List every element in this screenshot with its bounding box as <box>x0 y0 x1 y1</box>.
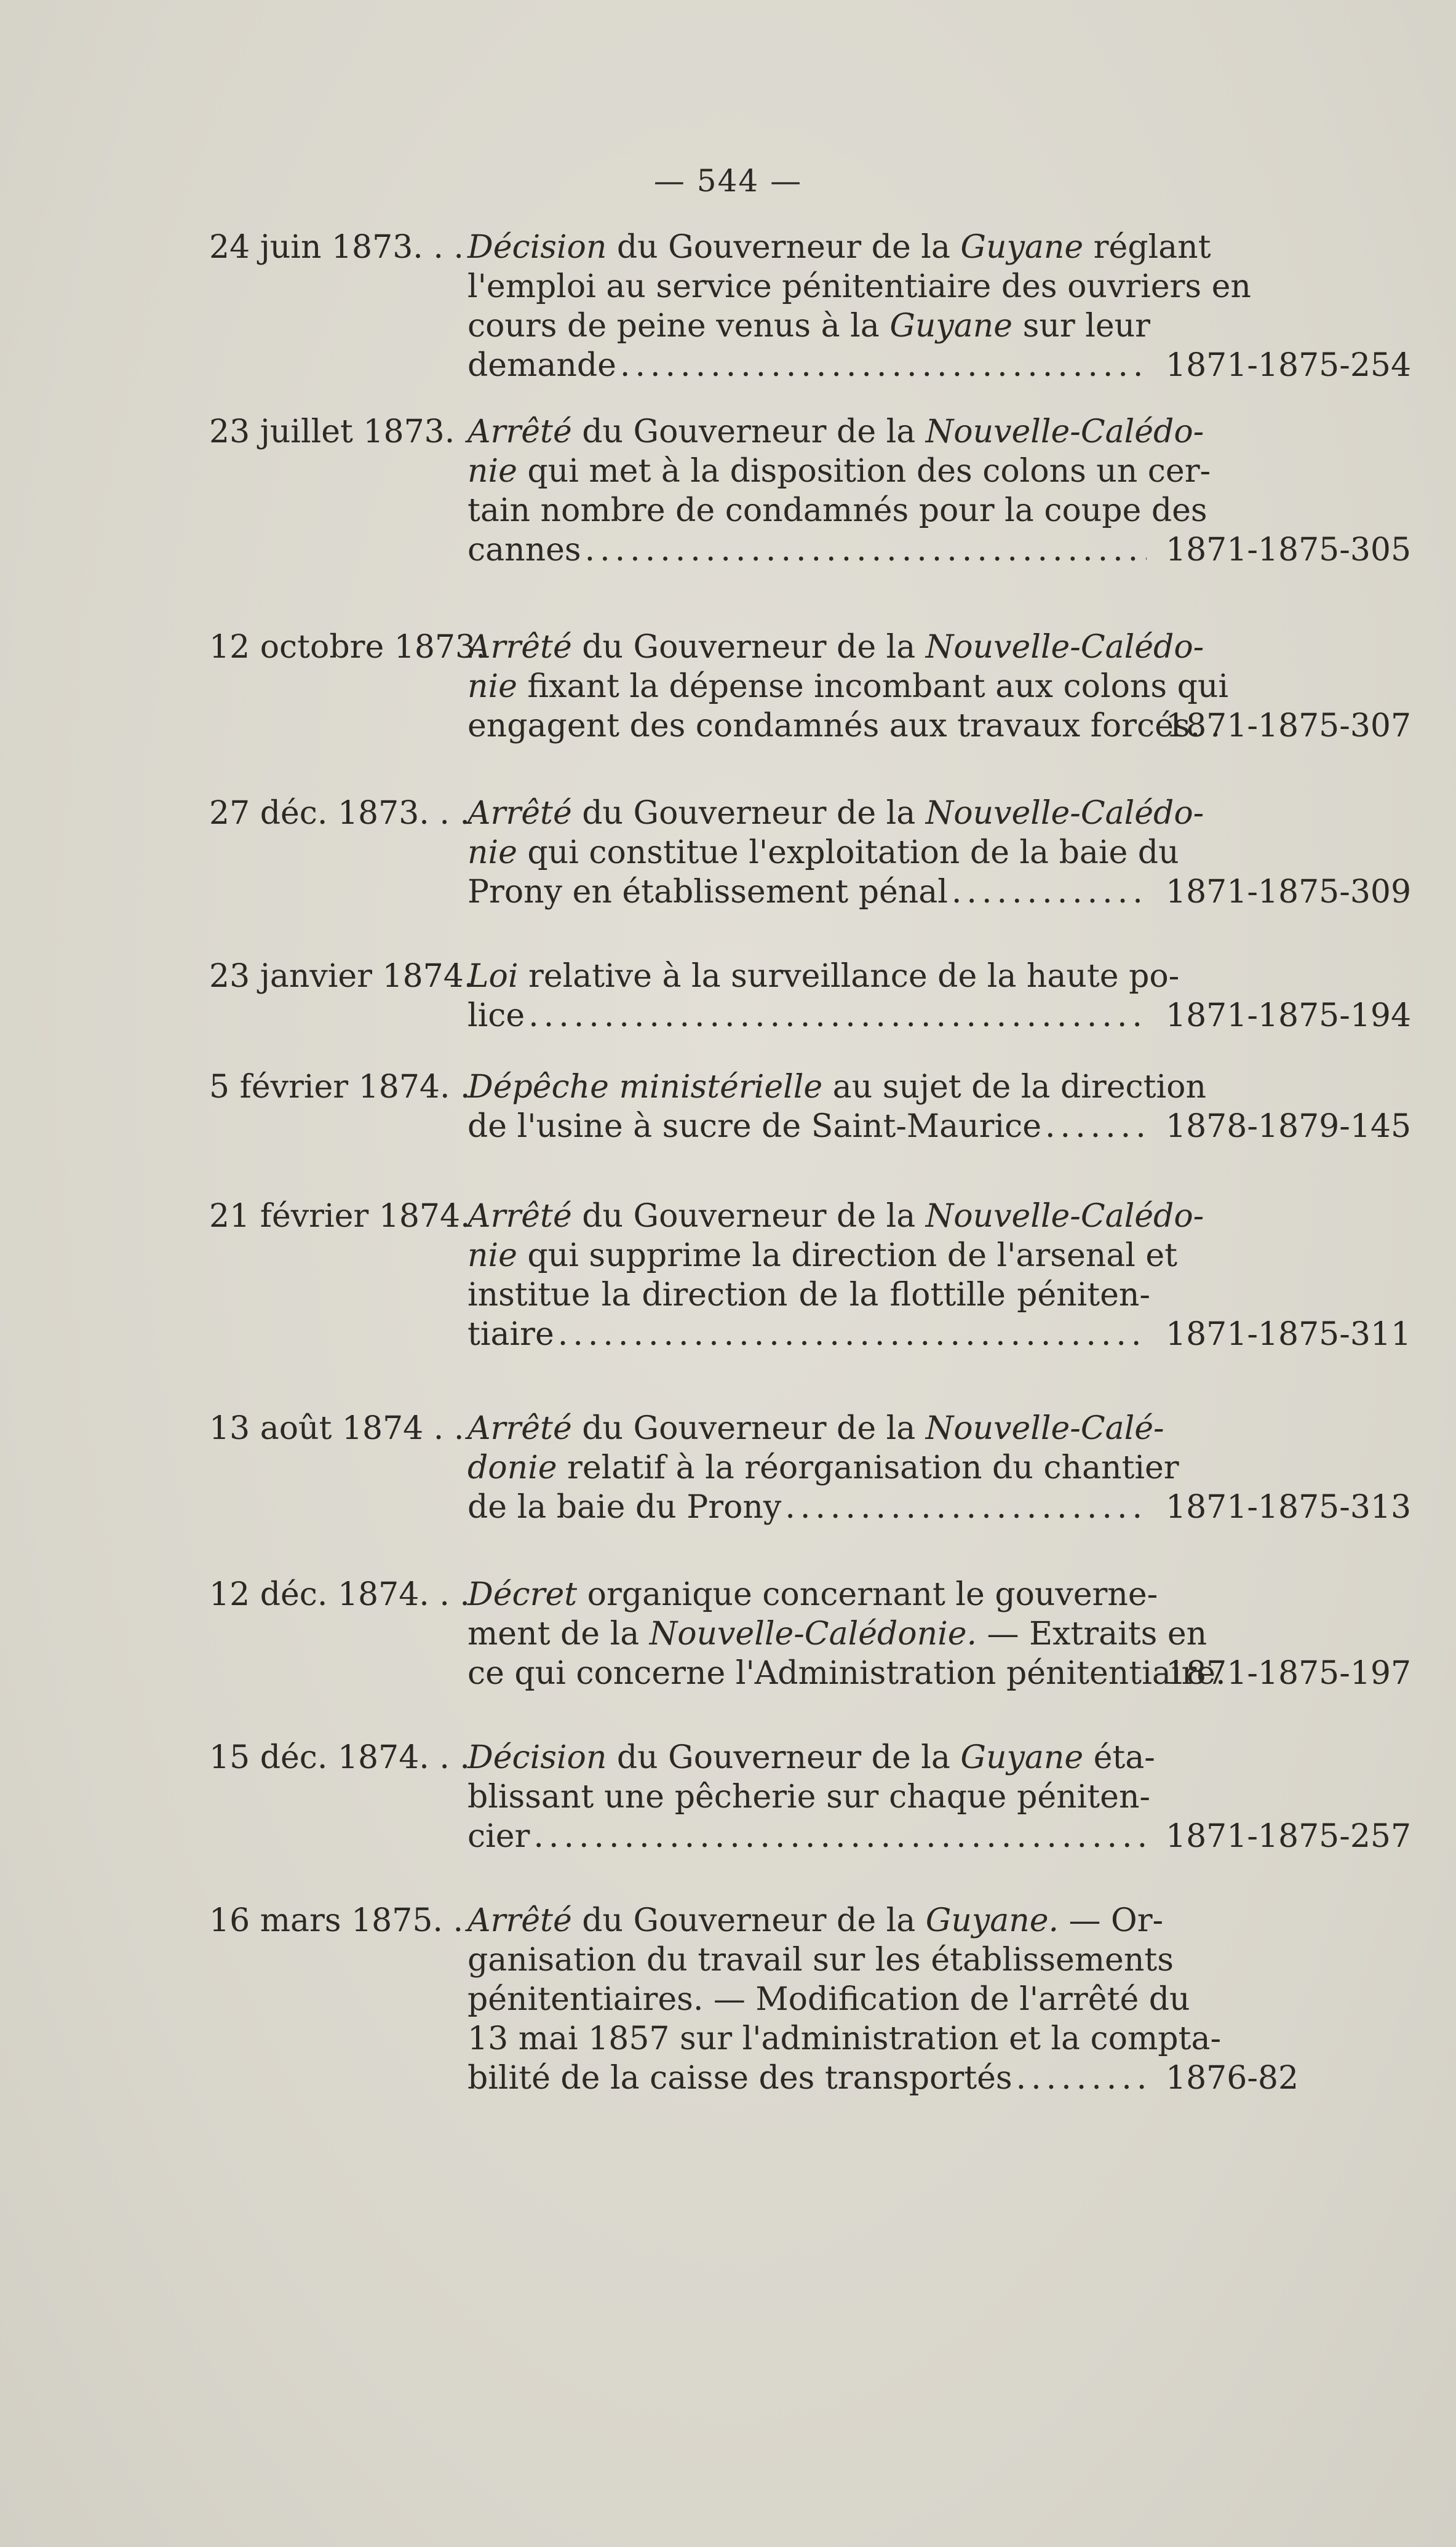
dot-leader <box>785 1488 1147 1527</box>
entry-text-line: cours de peine venus à la Guyane sur leur <box>467 308 1150 345</box>
entry-text: Prony en établissement pénal <box>467 874 948 911</box>
entry-reference: 1878-1879-145 <box>1166 1108 1412 1145</box>
entry-reference: 1871-1875-305 <box>1166 532 1412 568</box>
entry-date: 13 août 1874 . . <box>209 1410 464 1447</box>
entry-text-line: pénitentiaires. — Modification de l'arrêté du <box>467 1981 1190 2018</box>
dot-leader <box>585 530 1147 570</box>
dot-leader <box>620 346 1147 385</box>
entry-text-line: Arrêté du Gouverneur de la Nouvelle-Calédo- <box>467 795 1204 832</box>
entry-date: 16 mars 1875. . <box>209 1902 464 1939</box>
entry-text-last-line <box>467 346 1150 385</box>
entry-text-line: nie fixant la dépense incombant aux colons qui <box>467 668 1229 705</box>
dot-leader <box>528 996 1147 1035</box>
entry-text-last-line <box>467 996 1150 1035</box>
entry-text-line: ment de la Nouvelle-Calédonie. — Extraits en <box>467 1616 1207 1652</box>
entry-text: de la baie du Prony <box>467 1489 782 1526</box>
dot-leader <box>1045 1107 1147 1146</box>
entry-text-line: donie relatif à la réorganisation du chantier <box>467 1449 1179 1486</box>
entry-text-line: Arrêté du Gouverneur de la Nouvelle-Calé- <box>467 1410 1164 1447</box>
entry-text-line: nie qui supprime la direction de l'arsenal et <box>467 1237 1178 1274</box>
entry-reference: 1871-1875-254 <box>1166 347 1412 384</box>
entry-reference: 1871-1875-194 <box>1166 997 1412 1034</box>
entry-text: cannes <box>467 532 581 568</box>
dot-leader <box>533 1817 1147 1856</box>
entry-date: 27 déc. 1873. . . <box>209 795 470 832</box>
page-number: — 544 — <box>653 163 803 199</box>
dot-leader <box>952 872 1147 912</box>
entry-date: 12 déc. 1874. . . <box>209 1576 470 1613</box>
entry-text-last-line <box>467 1488 1150 1527</box>
entry-text-line: Dépêche ministérielle au sujet de la direction <box>467 1069 1206 1106</box>
entry-reference: 1876-82 <box>1166 2060 1299 2097</box>
entry-reference: 1871-1875-313 <box>1166 1489 1412 1526</box>
entry-text-last-line <box>467 2059 1150 2098</box>
entry-text: tiaire <box>467 1316 554 1353</box>
entry-text-line: l'emploi au service pénitentiaire des ouvriers en <box>467 268 1251 305</box>
entry-text-line: nie qui met à la disposition des colons un cer- <box>467 453 1211 490</box>
entry-text: de l'usine à sucre de Saint-Maurice <box>467 1108 1042 1145</box>
entry-text-line: ganisation du travail sur les établissements <box>467 1942 1174 1979</box>
entry-text-line: Décision du Gouverneur de la Guyane réglant <box>467 229 1211 266</box>
entry-text-line: Arrêté du Gouverneur de la Nouvelle-Calédo- <box>467 413 1204 450</box>
entry-text: engagent des condamnés aux travaux forcés. . <box>467 708 1221 744</box>
entry-date: 12 octobre 1873. <box>209 629 486 666</box>
entry-reference: 1871-1875-307 <box>1166 708 1412 744</box>
entry-text-line: nie qui constitue l'exploitation de la baie du <box>467 834 1179 871</box>
entry-text-line: institue la direction de la flottille péniten- <box>467 1277 1150 1313</box>
entry-date: 23 janvier 1874. <box>209 958 474 995</box>
entry-reference: 1871-1875-197 <box>1166 1655 1412 1692</box>
entry-text: ce qui concerne l'Administration pénitentiaire. <box>467 1655 1226 1692</box>
entry-date: 5 février 1874. . <box>209 1069 471 1106</box>
entry-date: 21 février 1874. <box>209 1198 471 1235</box>
entry-text-line: Loi relative à la surveillance de la haute po- <box>467 958 1180 995</box>
entry-text: bilité de la caisse des transportés <box>467 2060 1012 2097</box>
entry-text-line: Décret organique concernant le gouverne- <box>467 1576 1158 1613</box>
entry-reference: 1871-1875-311 <box>1166 1316 1412 1353</box>
entry-text-line: 13 mai 1857 sur l'administration et la compta- <box>467 2020 1222 2057</box>
entry-date: 24 juin 1873. . . <box>209 229 464 266</box>
entry-text-line: Décision du Gouverneur de la Guyane éta- <box>467 1739 1155 1776</box>
entry-text-last-line <box>467 1315 1150 1354</box>
entry-text-last-line <box>467 1654 1226 1693</box>
dot-leader <box>558 1315 1147 1354</box>
entry-text-last-line <box>467 706 1221 746</box>
entry-text: demande <box>467 347 616 384</box>
entry-text-line: blissant une pêcherie sur chaque péniten- <box>467 1779 1150 1816</box>
entry-reference: 1871-1875-257 <box>1166 1818 1412 1855</box>
entry-text: cier <box>467 1818 530 1855</box>
entry-text-line: Arrêté du Gouverneur de la Nouvelle-Calédo- <box>467 1198 1204 1235</box>
entry-text-last-line <box>467 872 1150 912</box>
entry-text-line: Arrêté du Gouverneur de la Nouvelle-Calédo- <box>467 629 1204 666</box>
dot-leader <box>1016 2059 1147 2098</box>
entry-date: 15 déc. 1874. . . <box>209 1739 470 1776</box>
entry-text-last-line <box>467 1107 1150 1146</box>
entry-text-line: Arrêté du Gouverneur de la Guyane. — Or- <box>467 1902 1164 1939</box>
entry-text-line: tain nombre de condamnés pour la coupe des <box>467 492 1207 529</box>
entry-reference: 1871-1875-309 <box>1166 874 1412 911</box>
entry-text-last-line <box>467 530 1150 570</box>
entry-date: 23 juillet 1873. <box>209 413 455 450</box>
entry-text: lice <box>467 997 525 1034</box>
entry-text-last-line <box>467 1817 1150 1856</box>
